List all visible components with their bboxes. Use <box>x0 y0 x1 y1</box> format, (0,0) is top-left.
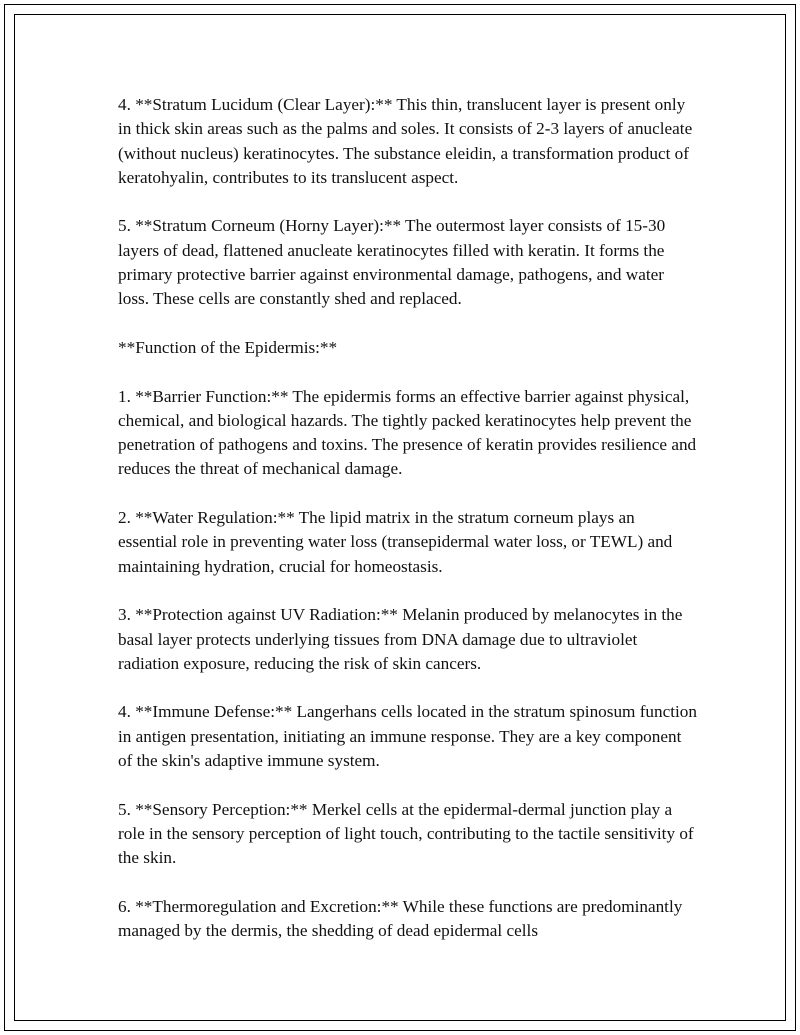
paragraph-sensory-perception: 5. **Sensory Perception:** Merkel cells at the epidermal-dermal junction play a role in the sensory perception of light touch, contributing to the tactile sensitivity of the skin. <box>118 799 694 868</box>
paragraph-uv-protection: 3. **Protection against UV Radiation:** Melanin produced by melanocytes in the basal layer protects underlying tissues from DNA damage due to ultraviolet radiation exposure, reducing the risk of skin cancers. <box>118 605 683 673</box>
paragraph-thermoregulation: 6. **Thermoregulation and Excretion:** While these functions are predominantly managed by the dermis, the shedding of dead epidermal cells <box>118 896 683 941</box>
document-body <box>118 93 698 968</box>
paragraph-water-regulation: 2. **Water Regulation:** The lipid matrix in the stratum corneum plays an essential role in preventing water loss (transepidermal water loss, or TEWL) and maintaining hydration, crucial for homeostasis. <box>118 508 673 576</box>
paragraph-stratum-lucidum: 4. **Stratum Lucidum (Clear Layer):** This thin, translucent layer is present only in thick skin areas such as the palms and soles. It consists of 2-3 layers of anucleate (without nucleus) keratinocytes. The substance eleidin, a transformation product of keratohyalin, contributes to its translucent aspect. <box>118 95 693 187</box>
paragraph-barrier-function: 1. **Barrier Function:** The epidermis forms an effective barrier against physical, chemical, and biological hazards. The tightly packed keratinocytes help prevent the penetration of pathogens and toxins. The presence of keratin provides resilience and reduces the threat of mechanical damage. <box>118 386 697 479</box>
section-heading-function: **Function of the Epidermis:** <box>118 337 338 357</box>
paragraph-stratum-corneum: 5. **Stratum Corneum (Horny Layer):** The outermost layer consists of 15-30 layers of dead, flattened anucleate keratinocytes filled with keratin. It forms the primary protective barrier against environmental damage, pathogens, and water loss. These cells are constantly shed and replaced. <box>118 216 666 309</box>
paragraph-immune-defense: 4. **Immune Defense:** Langerhans cells located in the stratum spinosum function in antigen presentation, initiating an immune response. They are a key component of the skin's adaptive immune system. <box>118 702 697 771</box>
